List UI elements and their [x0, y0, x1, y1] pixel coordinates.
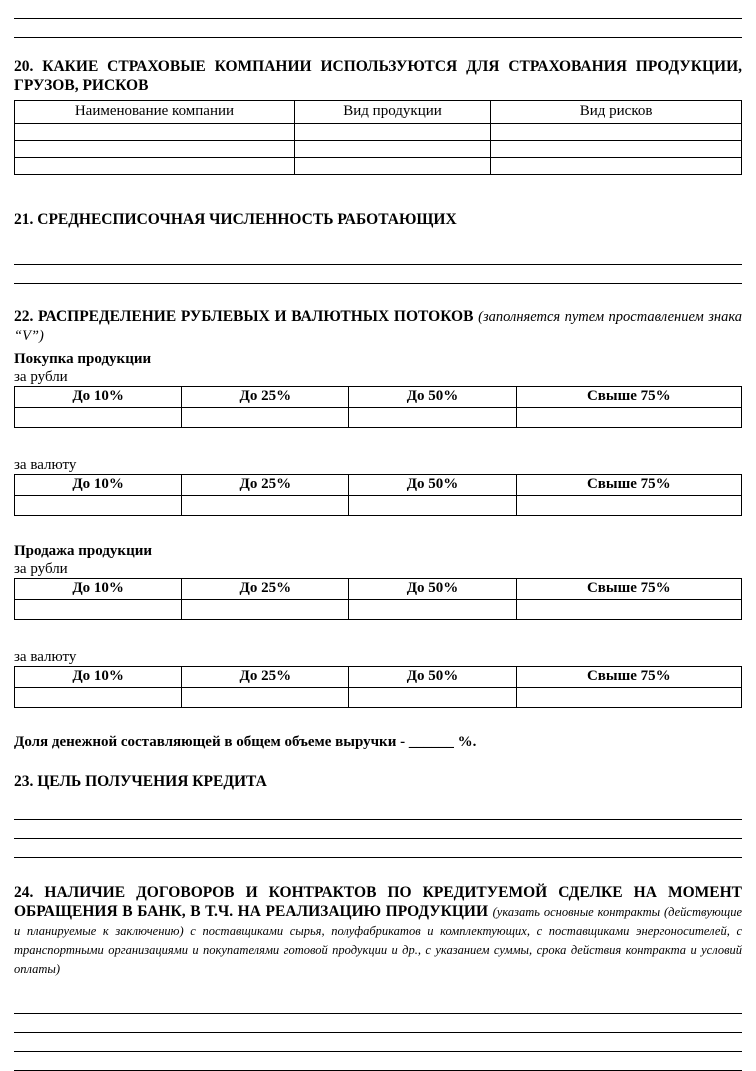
column-header-75: Свыше 75% — [516, 474, 741, 495]
column-header-25: До 25% — [182, 666, 349, 687]
table-row — [15, 599, 742, 619]
section-24-note: (указать основные контракты (действующие и планируемые к заключению) с поставщиками сырья, полуфабрикатов и комплектующих, с поставщиками энергоносителей, с транспортными организациями и покупателями готовой продукции и др., с указанием суммы, срока действия контракта и условий оплаты) — [14, 905, 742, 977]
empty-cell[interactable] — [491, 157, 742, 174]
section-20-title: 20. КАКИЕ СТРАХОВЫЕ КОМПАНИИ ИСПОЛЬЗУЮТСЯ ДЛЯ СТРАХОВАНИЯ ПРОДУКЦИИ, ГРУЗОВ, РИСКОВ — [14, 58, 742, 94]
fill-in-line[interactable] — [14, 839, 742, 858]
column-header-10: До 10% — [15, 578, 182, 599]
empty-cell[interactable] — [294, 157, 490, 174]
empty-cell[interactable] — [15, 140, 295, 157]
currency-label: за валюту — [14, 456, 77, 473]
empty-cell[interactable] — [15, 123, 295, 140]
fill-in-line[interactable] — [14, 1033, 742, 1052]
section-24-title-text: 24. НАЛИЧИЕ ДОГОВОРОВ И КОНТРАКТОВ ПО КРЕДИТУЕМОЙ СДЕЛКЕ НА МОМЕНТ ОБРАЩЕНИЯ В БАНК, В Т.Ч. НА РЕАЛИЗАЦИЮ ПРОДУКЦИИ — [14, 884, 742, 921]
column-header-75: Свыше 75% — [516, 578, 741, 599]
column-header-25: До 25% — [182, 386, 349, 407]
column-header-50: До 50% — [349, 386, 516, 407]
currency-label: за валюту — [14, 648, 77, 665]
empty-cell[interactable] — [491, 123, 742, 140]
column-header-75: Свыше 75% — [516, 666, 741, 687]
fill-in-line[interactable] — [14, 0, 742, 19]
empty-cell[interactable] — [15, 687, 182, 707]
empty-cell[interactable] — [516, 495, 741, 515]
column-header-risk: Вид рисков — [491, 100, 742, 123]
fill-in-line[interactable] — [14, 1052, 742, 1071]
empty-cell[interactable] — [516, 407, 741, 427]
empty-cell[interactable] — [491, 140, 742, 157]
empty-cell[interactable] — [349, 407, 516, 427]
column-header-25: До 25% — [182, 578, 349, 599]
empty-cell[interactable] — [182, 599, 349, 619]
column-header-company: Наименование компании — [15, 100, 295, 123]
table-header-row — [15, 666, 742, 687]
table-header-row — [15, 474, 742, 495]
empty-cell[interactable] — [349, 687, 516, 707]
table-row — [15, 123, 742, 140]
table-row — [15, 407, 742, 427]
rubles-label: за рубли — [14, 368, 68, 385]
fill-in-line[interactable] — [14, 995, 742, 1014]
fill-in-line[interactable] — [14, 801, 742, 820]
table-header-row — [15, 100, 742, 123]
column-header-25: До 25% — [182, 474, 349, 495]
sale-currency-table — [14, 666, 742, 708]
section-21-title: 21. СРЕДНЕСПИСОЧНАЯ ЧИСЛЕННОСТЬ РАБОТАЮЩИХ — [14, 210, 457, 228]
empty-cell[interactable] — [349, 495, 516, 515]
table-header-row — [15, 578, 742, 599]
column-header-75: Свыше 75% — [516, 386, 741, 407]
section-24-title — [14, 884, 742, 979]
column-header-10: До 10% — [15, 474, 182, 495]
table-row — [15, 687, 742, 707]
rubles-label: за рубли — [14, 560, 68, 577]
section-22-note: (заполняется путем проставлением знака “V”) — [14, 308, 742, 344]
empty-cell[interactable] — [15, 599, 182, 619]
section-22-title-text: 22. РАСПРЕДЕЛЕНИЕ РУБЛЕВЫХ И ВАЛЮТНЫХ ПОТОКОВ — [14, 307, 474, 325]
purchase-rubles-table — [14, 386, 742, 428]
fill-in-line[interactable] — [14, 19, 742, 38]
empty-cell[interactable] — [182, 407, 349, 427]
table-row — [15, 495, 742, 515]
fill-in-line[interactable] — [14, 246, 742, 265]
fill-in-line[interactable] — [14, 1014, 742, 1033]
empty-cell[interactable] — [15, 157, 295, 174]
empty-cell[interactable] — [182, 495, 349, 515]
insurance-companies-table — [14, 100, 742, 175]
column-header-product: Вид продукции — [294, 100, 490, 123]
empty-cell[interactable] — [516, 687, 741, 707]
empty-cell[interactable] — [349, 599, 516, 619]
purchase-currency-table — [14, 474, 742, 516]
purchase-label: Покупка продукции — [14, 350, 152, 367]
table-row — [15, 157, 742, 174]
column-header-50: До 50% — [349, 578, 516, 599]
column-header-50: До 50% — [349, 474, 516, 495]
sale-label: Продажа продукции — [14, 542, 153, 559]
column-header-10: До 10% — [15, 666, 182, 687]
empty-cell[interactable] — [294, 123, 490, 140]
table-header-row — [15, 386, 742, 407]
cash-share-line: Доля денежной составляющей в общем объеме выручки - ______ %. — [14, 733, 477, 750]
column-header-50: До 50% — [349, 666, 516, 687]
section-22-title — [14, 308, 742, 346]
sale-rubles-table — [14, 578, 742, 620]
fill-in-line[interactable] — [14, 820, 742, 839]
empty-cell[interactable] — [182, 687, 349, 707]
column-header-10: До 10% — [15, 386, 182, 407]
section-23-title: 23. ЦЕЛЬ ПОЛУЧЕНИЯ КРЕДИТА — [14, 772, 267, 790]
empty-cell[interactable] — [294, 140, 490, 157]
empty-cell[interactable] — [516, 599, 741, 619]
fill-in-line[interactable] — [14, 265, 742, 284]
empty-cell[interactable] — [15, 495, 182, 515]
empty-cell[interactable] — [15, 407, 182, 427]
table-row — [15, 140, 742, 157]
